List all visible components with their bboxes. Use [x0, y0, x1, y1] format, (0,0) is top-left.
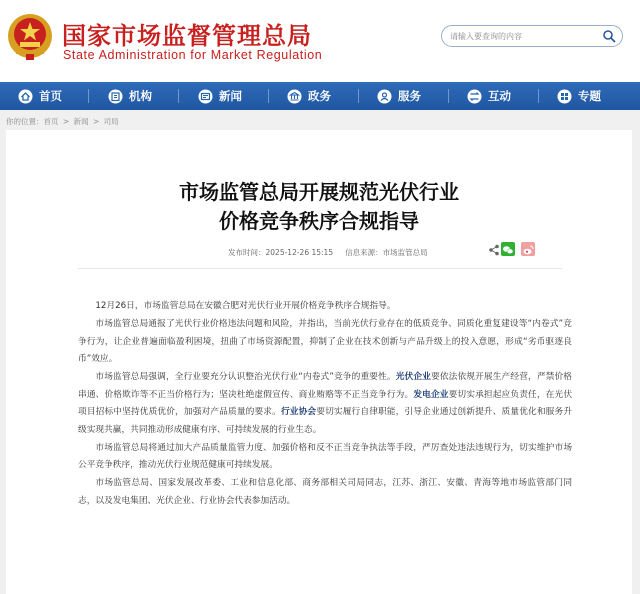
highlight-power-companies: 发电企业	[413, 389, 449, 400]
breadcrumb-news[interactable]: 新闻	[73, 117, 89, 126]
gov-affairs-icon	[287, 89, 302, 104]
article-paragraph: 市场监管总局、国家发展改革委、工业和信息化部、商务部相关司局同志，江苏、浙江、安徽、青海等地市场监管部门同志，以及发电集团、光伏企业、行业协会代表参加活动。	[78, 478, 572, 506]
main-nav	[0, 82, 640, 110]
nav-item-gov-affairs[interactable]	[287, 82, 331, 110]
breadcrumb-bureau[interactable]: 司局	[103, 117, 119, 126]
search-box	[441, 25, 623, 47]
nav-divider	[178, 89, 179, 103]
topic-icon	[557, 89, 572, 104]
article-card	[6, 130, 632, 594]
interact-icon	[467, 89, 482, 104]
nav-label: 专题	[578, 89, 601, 103]
source-label: 信息来源：	[345, 248, 383, 257]
article-body	[78, 298, 572, 511]
article-title-line1: 市场监管总局开展规范光伏行业	[179, 180, 459, 204]
nav-item-interact[interactable]	[467, 82, 511, 110]
publish-time: 2025-12-26 15:15	[265, 248, 334, 257]
nav-divider	[268, 89, 269, 103]
article-paragraph: 市场监管总局将通过加大产品质量监管力度、加强价格和反不正当竞争执法等手段，严厉查处违法违规行为，切实维护市场公平竞争秩序，推动光伏行业规范健康可持续发展。	[78, 442, 572, 470]
national-emblem-icon[interactable]	[6, 12, 54, 62]
meta-divider	[78, 268, 562, 269]
nav-item-org[interactable]	[108, 82, 152, 110]
news-icon	[198, 89, 213, 104]
article-paragraph	[78, 369, 572, 439]
breadcrumb-home[interactable]: 你的位置：首页	[6, 117, 59, 126]
breadcrumb	[6, 116, 121, 127]
nav-divider	[358, 89, 359, 103]
share-icon[interactable]	[487, 243, 501, 257]
service-icon	[377, 89, 392, 104]
paragraph-text: 要切实履行自律职能，引导企业通过创新提升、质量优化和服务升级实现共赢，共同推动形成健康有序、可持续发展的行业生态。	[78, 407, 573, 435]
breadcrumb-separator: >	[62, 117, 70, 126]
breadcrumb-separator: >	[92, 117, 100, 126]
article-paragraph: 市场监管总局通报了光伏行业价格违法问题和风险，并指出，当前光伏行业存在的低质竞争、同质化重复建设等“内卷式”竞争行为，让企业普遍面临盈利困境，扭曲了市场资源配置，抑制了企业在技术创新与产品升级上的投入意愿，形成“劣币驱逐良币”效应。	[78, 319, 572, 364]
publish-label: 发布时间：	[228, 248, 266, 257]
highlight-solar-companies: 光伏企业	[395, 372, 431, 382]
nav-item-news[interactable]	[198, 82, 242, 110]
nav-divider	[448, 89, 449, 103]
paragraph-text: 要依法依规开展生产经营，严禁价格串通、价格欺诈等不正当价格行为；坚决杜绝虚假宣传、商业贿赂等不正当竞争行为。	[78, 372, 572, 400]
nav-divider	[88, 89, 89, 103]
nav-label: 首页	[39, 89, 62, 103]
nav-label: 服务	[398, 89, 421, 103]
paragraph-text: 市场监管总局强调，全行业要充分认识整治光伏行业“内卷式”竞争的重要性。	[95, 372, 396, 382]
nav-label: 互动	[488, 89, 511, 103]
nav-divider	[538, 89, 539, 103]
org-icon	[108, 89, 123, 104]
article-title-line2: 价格竞争秩序合规指导	[219, 209, 419, 233]
search-button[interactable]	[602, 29, 616, 43]
nav-label: 政务	[308, 89, 331, 103]
article-paragraph: 12月26日，市场监管总局在安徽合肥对光伏行业开展价格竞争秩序合规指导。	[95, 301, 396, 311]
search-icon	[602, 29, 616, 43]
home-icon	[18, 89, 33, 104]
nav-item-topic[interactable]	[557, 82, 601, 110]
article-meta	[228, 247, 428, 258]
weibo-share-icon[interactable]	[521, 242, 535, 256]
source-value: 市场监管总局	[382, 248, 428, 257]
nav-label: 新闻	[219, 89, 242, 103]
paragraph-text: 要切实承担起应负责任，在光伏项目招标中坚持优质优价，加强对产品质量的要求。	[78, 389, 573, 417]
nav-label: 机构	[129, 89, 152, 103]
highlight-industry-associations: 行业协会	[280, 407, 317, 417]
search-input[interactable]	[450, 29, 600, 43]
nav-item-home[interactable]	[18, 82, 62, 110]
site-name-en: State Administration for Market Regulation	[63, 48, 323, 62]
site-name-cn[interactable]: 国家市场监督管理总局	[62, 21, 312, 50]
nav-item-service[interactable]	[377, 82, 421, 110]
wechat-share-icon[interactable]	[501, 242, 515, 256]
site-header	[0, 0, 640, 82]
article-title	[6, 178, 632, 236]
